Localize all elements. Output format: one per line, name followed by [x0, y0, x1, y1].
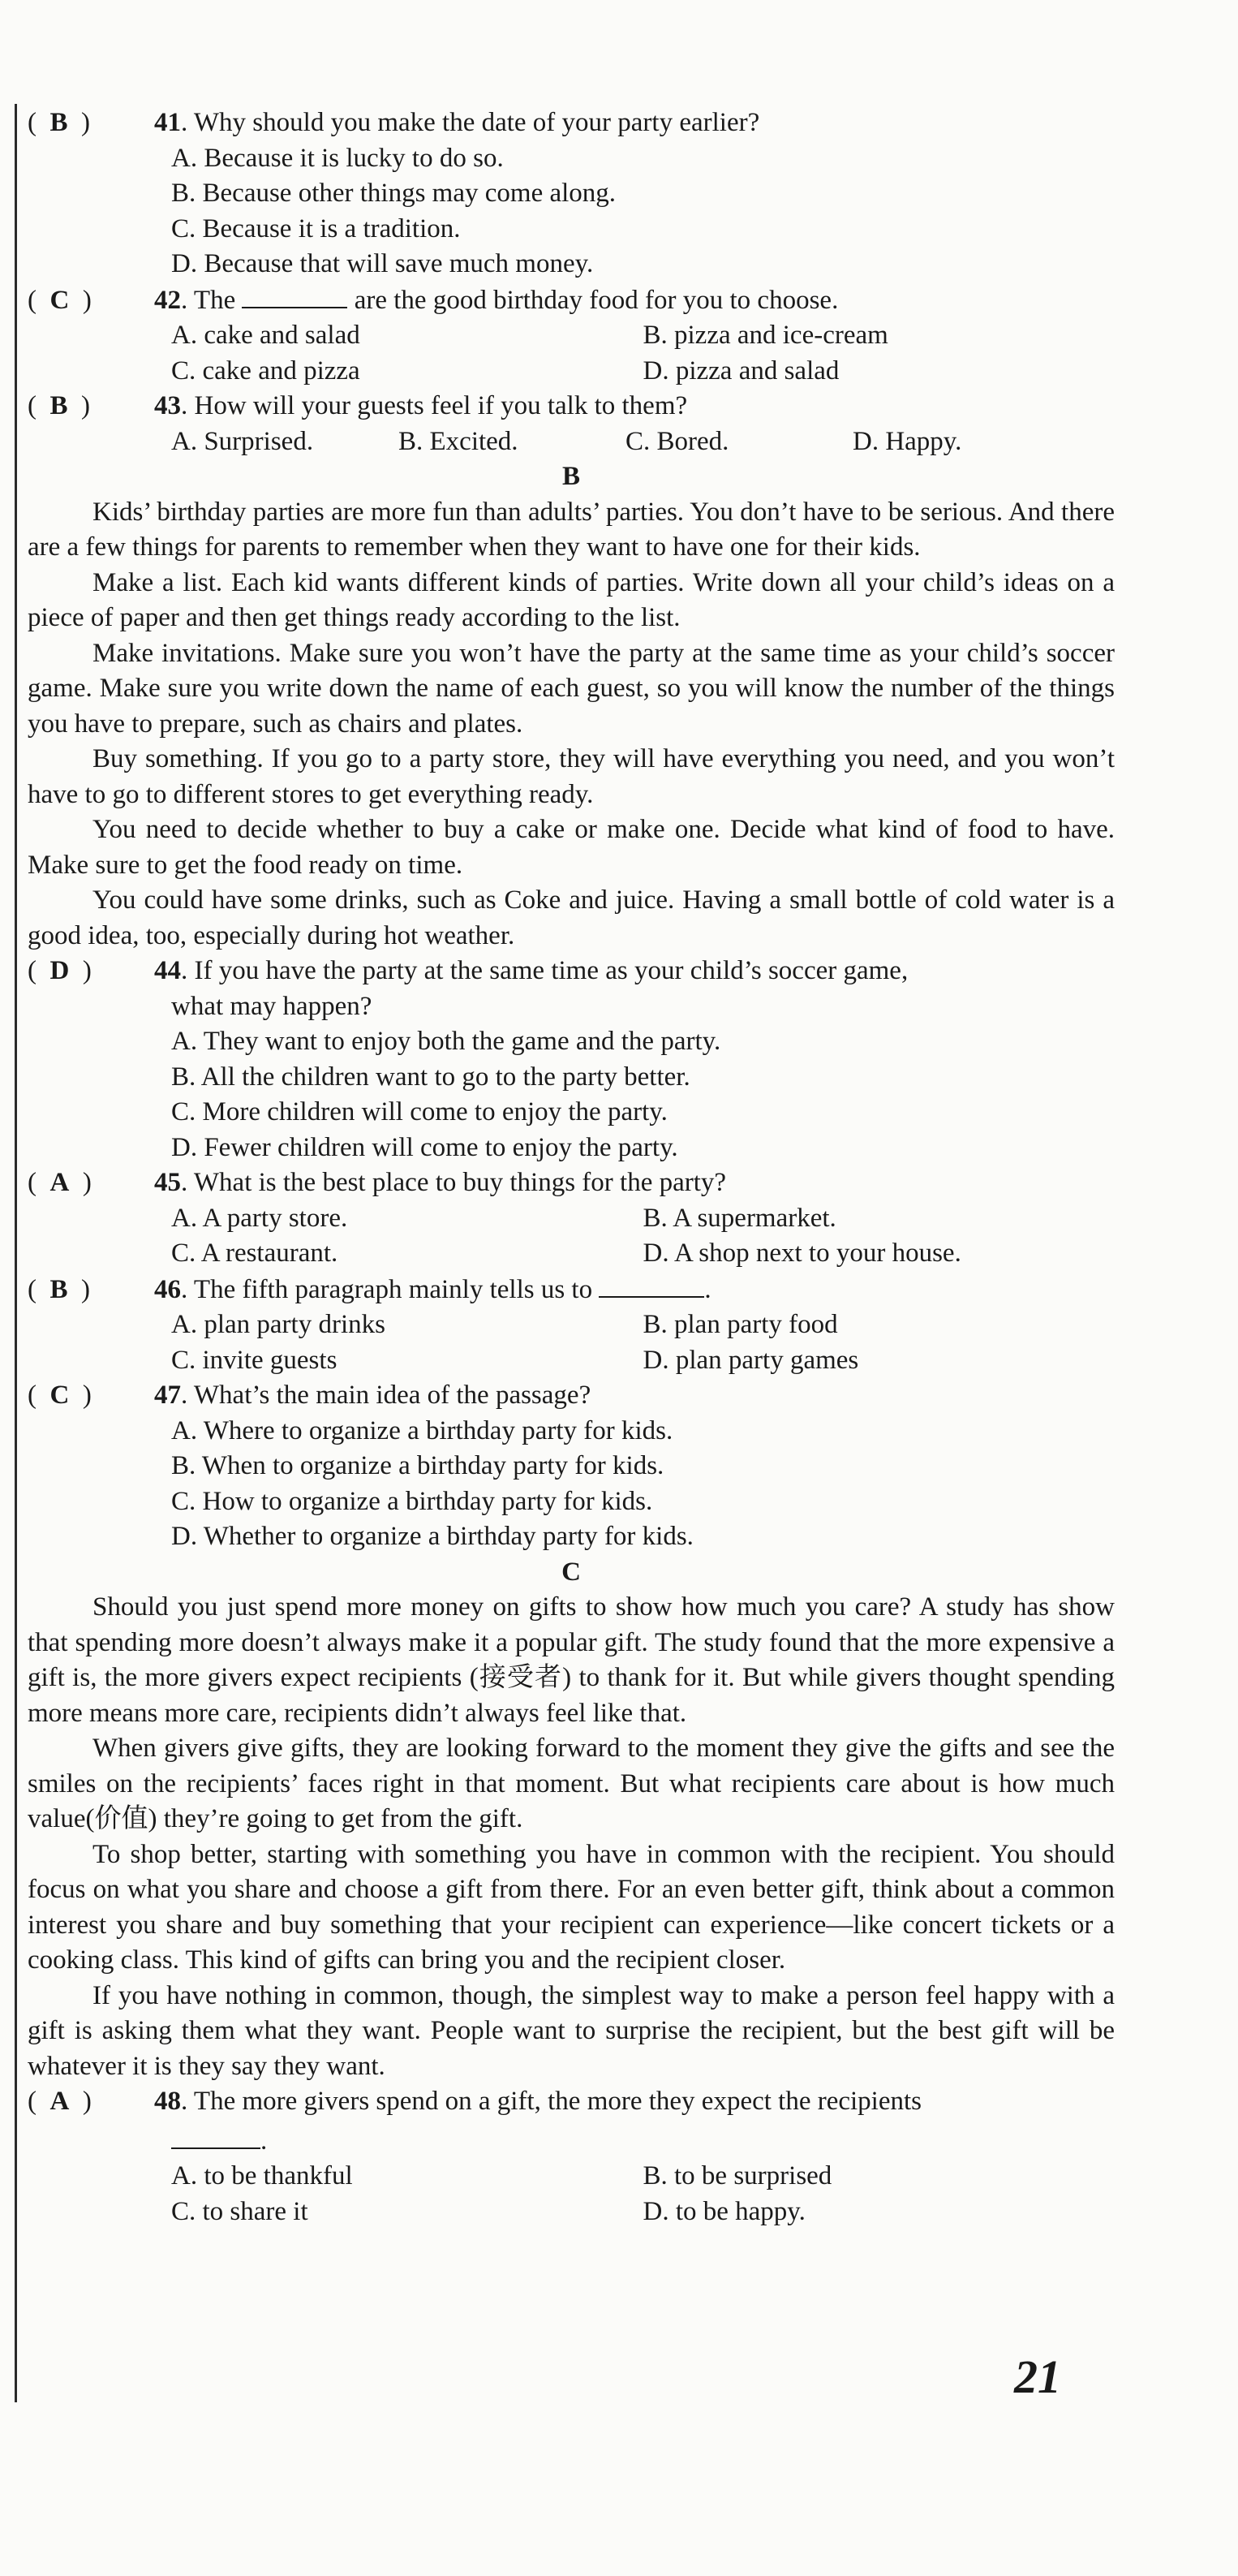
option-row: [28, 1201, 1115, 1237]
answer-48: A: [49, 2087, 70, 2116]
question-41: ( B ) 41. Why should you make the date of your party earlier?: [28, 108, 760, 137]
worksheet-page: ( B ) 41. Why should you make the date of your party earlier? A. Because it is lucky to do so. B. Because other things may come along. C. Because it is a tradition. D. Because that will save much money. ( C ) 42. The are the good birthday food for you to choose. A. cake and salad B. pizza and ice-cream C. cake and pizza D. pizza and salad ( B ) 43. How will your guests feel if you talk to them? A. Surprised. B. Excited. C. Bored. D. Happy. B Kids’ birthday parties are more fun than adults’ parties. You don’t have to be serious. And there are a few things for parents to remember when they want to have one for their kids. Make a list. Each kid wants different kinds of parties. Write down all your child’s ideas on a piece of paper and then get things ready according to the list. Make invitations. Make sure you won’t have the party at the same time as your child’s soccer game. Make sure you write down the name of each guest, so you will know the number of the things you have to prepare, such as chairs and plates. Buy something. If you go to a party store, they will have everything you need, and you won’t have to go to different stores to get everything ready. You need to decide whether to buy a cake or make one. Decide what kind of food to have. Make sure to get the food ready on time. You could have some drinks, such as Coke and juice. Having a small bottle of cold water is a good idea, too, especially during hot weather. ( D ) 44. If you have the party at the same time as your child’s soccer game, what may happen? A. They want to enjoy both the game and the party. B. All the children want to go to the party better. C. More children will come to enjoy the party. D. Fewer children will come to enjoy the party. ( A ) 45. What is the best place to buy things for the party? A. A party store. B. A supermarket. C. A restaurant. D. A shop next to your house. ( B ) 46. The fifth paragraph mainly tells us to . A. plan party drinks B. plan party food C. invite guests D. plan party games ( C ) 47. What’s the main idea of the passage? A. Where to organize a birthday party for kids. B. When to organize a birthday party for kids. C. How to organize a birthday party for kids. D. Whether to organize a birthday party for kids. C Should you just spend more money on gifts to show how much you care? A study has show that spending more doesn’t always make it a popular gift. The study found that the more expensive a gift is, the more givers expect recipients (接受者) to thank for it. But while givers thought spending more means more care, recipients didn’t always feel like that. When givers give gifts, they are looking forward to the moment they give the gifts and see the smiles on the recipients’ faces right in that moment. But what recipients care about is how much value(价值) they’re going to get from the gift. To shop better, starting with something you have in common with the recipient. You should focus on what you share and choose a gift from there. For an even better gift, think about a common interest you share and buy something that your recipient can experience—like concert tickets or a cooking class. This kind of gifts can bring you and the recipient closer. If you have nothing in common, though, the simplest way to make a person feel happy with a gift is asking them what they want. People want to surprise the recipient, but the best gift will be whatever it is they say they want. ( A ) 48. The more givers spend on a gift, the more they expect the recipients . A. to be thankful B. to be surprised C. to share it D. to be happy.: [28, 106, 1115, 2229]
option: C. to share it: [171, 2196, 308, 2226]
answer-45: A: [49, 1168, 70, 1197]
option: B. pizza and ice-cream: [643, 321, 888, 350]
passage-paragraph: Should you just spend more money on gifts to show how much you care? A study has show that spending more doesn’t always make it a popular gift. The study found that the more expensive a gift is, the more givers expect recipients (接受者) to thank for it. But while givers thought spending more means more care, recipients didn’t always feel like that.: [28, 1592, 1115, 1728]
option: A. plan party drinks: [171, 1310, 385, 1339]
passage-paragraph: Buy something. If you go to a party store, they will have everything you need, and you won’t have to go to different stores to get everything ready.: [28, 744, 1115, 809]
option: C. cake and pizza: [171, 355, 360, 386]
option: D. plan party games: [643, 1345, 859, 1375]
answer-blank: [599, 1272, 704, 1298]
option: D. Whether to organize a birthday party for kids.: [171, 1522, 694, 1551]
option: C. More children will come to enjoy the party.: [171, 1097, 668, 1126]
passage-paragraph: To shop better, starting with something you have in common with the recipient. You should focus on what you share and choose a gift from there. For an even better gift, think about a common interest you share and buy something that your recipient can experience—like concert tickets or a cooking class. This kind of gifts can bring you and the recipient closer.: [28, 1839, 1115, 1975]
option-row: [28, 2195, 1115, 2230]
passage-paragraph: You could have some drinks, such as Coke and juice. Having a small bottle of cold water is a good idea, too, especially during hot weather.: [28, 885, 1115, 950]
passage-paragraph: Make invitations. Make sure you won’t have the party at the same time as your child’s soccer game. Make sure you write down the name of each guest, so you will know the number of the things you have to prepare, such as chairs and plates.: [28, 638, 1115, 739]
option: D. A shop next to your house.: [643, 1238, 961, 1268]
question-46: ( B ) 46. The fifth paragraph mainly tells us to .: [28, 1272, 1115, 1308]
option: D. Because that will save much money.: [171, 249, 594, 278]
option: A. They want to enjoy both the game and the party.: [171, 1027, 721, 1056]
qnum-41: 41: [154, 108, 181, 137]
passage-paragraph: Make a list. Each kid wants different kinds of parties. Write down all your child’s ideas on a piece of paper and then get things ready according to the list.: [28, 567, 1115, 632]
option: D. pizza and salad: [643, 355, 840, 386]
option-row: [28, 424, 1115, 460]
margin-rule: [15, 104, 17, 2402]
option: B. Excited.: [398, 426, 518, 456]
question-44: ( D ) 44. If you have the party at the same time as your child’s soccer game,: [28, 956, 909, 985]
option-row: [28, 2159, 1115, 2195]
option-row: [28, 318, 1115, 354]
option: C. How to organize a birthday party for kids.: [171, 1486, 653, 1516]
answer-47: C: [49, 1381, 70, 1410]
passage-paragraph: When givers give gifts, they are looking forward to the moment they give the gifts and see the smiles on the recipients’ faces right in that moment. But what recipients care about is how much value(价值) they’re going to get from the gift.: [28, 1734, 1115, 1833]
option-row: [28, 1236, 1115, 1272]
answer-blank: [171, 2120, 260, 2149]
section-c-title: C: [561, 1557, 581, 1587]
question-text: Why should you make the date of your party earlier?: [193, 108, 760, 137]
option: B. plan party food: [643, 1310, 838, 1339]
answer-41: B: [49, 108, 68, 137]
option: A. cake and salad: [171, 321, 360, 350]
answer-42: C: [49, 285, 70, 315]
question-47: ( C ) 47. What’s the main idea of the passage?: [28, 1381, 591, 1410]
option: D. Fewer children will come to enjoy the party.: [171, 1132, 678, 1162]
answer-46: B: [49, 1274, 68, 1304]
option: D. to be happy.: [643, 2196, 806, 2226]
option: D. Happy.: [853, 426, 962, 456]
option: A. Because it is lucky to do so.: [171, 143, 504, 173]
option-row: [28, 354, 1115, 390]
option: C. A restaurant.: [171, 1238, 338, 1268]
answer-44: D: [49, 956, 70, 985]
option: B. A supermarket.: [643, 1203, 836, 1233]
option-row: [28, 1343, 1115, 1379]
option: C. invite guests: [171, 1345, 337, 1375]
option: A. A party store.: [171, 1203, 348, 1233]
question-42: ( C ) 42. The are the good birthday food for you to choose.: [28, 282, 1115, 319]
section-b-title: B: [561, 462, 580, 491]
question-48: ( A ) 48. The more givers spend on a gift, the more they expect the recipients: [28, 2087, 922, 2116]
option: B. When to organize a birthday party for kids.: [171, 1451, 664, 1480]
option: A. Surprised.: [171, 426, 314, 456]
passage-paragraph: Kids’ birthday parties are more fun than adults’ parties. You don’t have to be serious. And there are a few things for parents to remember when they want to have one for their kids.: [28, 497, 1115, 562]
option: A. to be thankful: [171, 2161, 353, 2190]
option: B. to be surprised: [643, 2161, 832, 2190]
option-row: [28, 1307, 1115, 1343]
option: B. Because other things may come along.: [171, 179, 617, 208]
option: C. Because it is a tradition.: [171, 213, 461, 243]
answer-blank: [242, 282, 347, 308]
question-text-cont: what may happen?: [171, 991, 372, 1021]
answer-43: B: [49, 391, 68, 420]
page-number: 21: [1014, 2350, 1061, 2403]
option: A. Where to organize a birthday party for kids.: [171, 1415, 673, 1445]
option: C. Bored.: [625, 426, 729, 456]
passage-paragraph: You need to decide whether to buy a cake or make one. Decide what kind of food to have. Make sure to get the food ready on time.: [28, 815, 1115, 880]
question-43: ( B ) 43. How will your guests feel if you talk to them?: [28, 391, 688, 420]
passage-paragraph: If you have nothing in common, though, the simplest way to make a person feel happy with a gift is asking them what they want. People want to surprise the recipient, but the best gift will be whatever it is they say they want.: [28, 1980, 1115, 2081]
question-45: ( A ) 45. What is the best place to buy things for the party?: [28, 1168, 727, 1197]
option: B. All the children want to go to the party better.: [171, 1062, 690, 1092]
